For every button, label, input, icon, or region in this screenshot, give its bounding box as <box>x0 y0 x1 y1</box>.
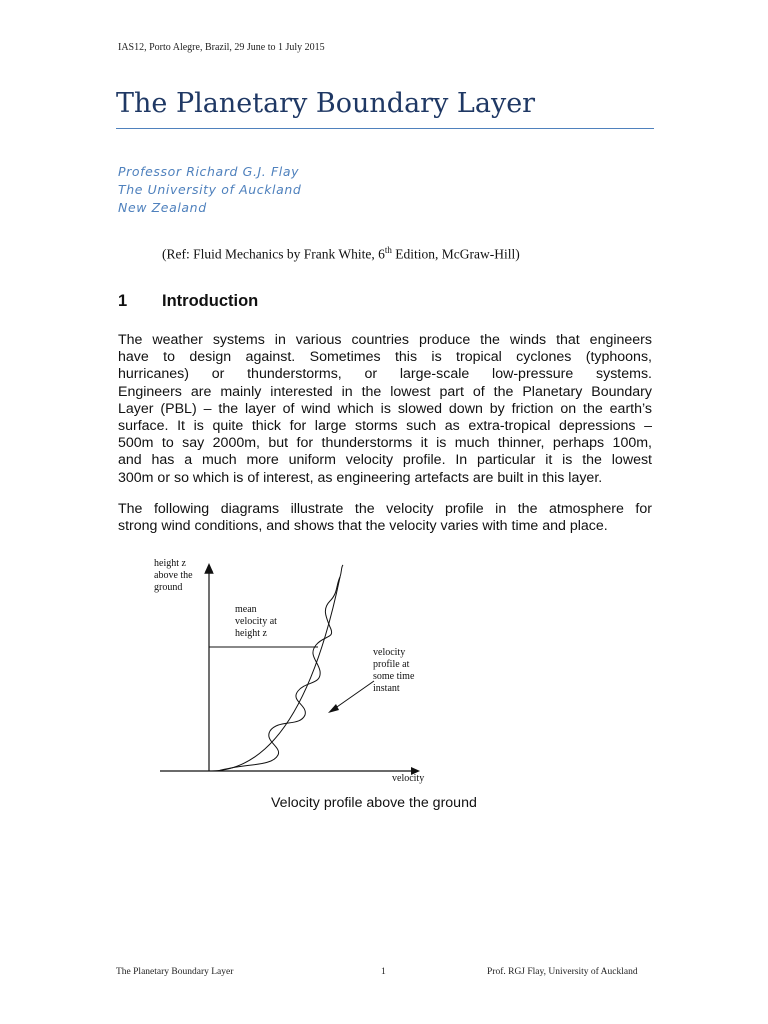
velocity-profile-figure <box>150 555 450 787</box>
author-country: New Zealand <box>118 200 207 215</box>
reference-text-end: Edition, McGraw-Hill) <box>391 246 520 262</box>
paragraph-line: hurricanes) or thunderstorms, or large-scale low-pressure systems. <box>118 366 652 383</box>
paragraph-line: Layer (PBL) – the layer of wind which is slowed down by friction on the earth’s <box>118 400 652 417</box>
height-axis-arrowhead <box>205 563 213 572</box>
section-heading <box>118 292 258 311</box>
footer-title: The Planetary Boundary Layer <box>116 967 234 977</box>
paragraph-line: strong wind conditions, and shows that the velocity varies with time and place. <box>118 518 608 535</box>
author-affiliation: The University of Auckland <box>118 182 302 197</box>
paragraph-line: and has a much more uniform velocity profile. In particular it is the lowest <box>118 452 652 469</box>
section-number: 1 <box>118 292 128 310</box>
paragraph-line: 300m or so which is of interest, as engineering artefacts are built in this layer. <box>118 469 603 486</box>
diagram-intro-paragraph <box>118 501 652 535</box>
paragraph-line: have to design against. Sometimes this is tropical cyclones (typhoons, <box>118 349 652 366</box>
figure-caption: Velocity profile above the ground <box>271 795 477 811</box>
running-header: IAS12, Porto Alegre, Brazil, 29 June to 1 July 2015 <box>118 42 325 53</box>
pointer-arrowhead <box>328 704 339 713</box>
section-title: Introduction <box>162 292 259 310</box>
page-title: The Planetary Boundary Layer <box>116 88 536 119</box>
mean-velocity-label: mean velocity at height z <box>235 604 277 639</box>
instant-profile-label: velocity profile at some time instant <box>373 647 415 694</box>
footer-author: Prof. RGJ Flay, University of Auckland <box>487 967 638 977</box>
intro-paragraph <box>118 332 652 487</box>
instantaneous-velocity-profile <box>218 565 343 771</box>
paragraph-line: surface. It is quite thick for large storms such as extra-tropical depressions – <box>118 418 652 435</box>
title-underline <box>116 128 654 129</box>
height-axis-label: height z above the ground <box>154 558 193 593</box>
paragraph-line: Engineers are mainly interested in the lowest part of the Planetary Boundary <box>118 383 652 400</box>
page-number: 1 <box>381 967 386 977</box>
author-name: Professor Richard G.J. Flay <box>118 164 300 179</box>
author-block <box>118 163 301 217</box>
paragraph-line: 500m to say 2000m, but for thunderstorms it is much thinner, perhaps 100m, <box>118 435 652 452</box>
paragraph-line: The following diagrams illustrate the velocity profile in the atmosphere for <box>118 501 652 517</box>
paragraph-line: The weather systems in various countries produce the winds that engineers <box>118 332 652 348</box>
velocity-axis-label: velocity <box>392 773 425 784</box>
pointer-arrow <box>334 681 374 709</box>
reference-line <box>162 245 520 263</box>
reference-text: (Ref: Fluid Mechanics by Frank White, 6 <box>162 246 385 262</box>
reference-superscript: th <box>384 245 392 255</box>
